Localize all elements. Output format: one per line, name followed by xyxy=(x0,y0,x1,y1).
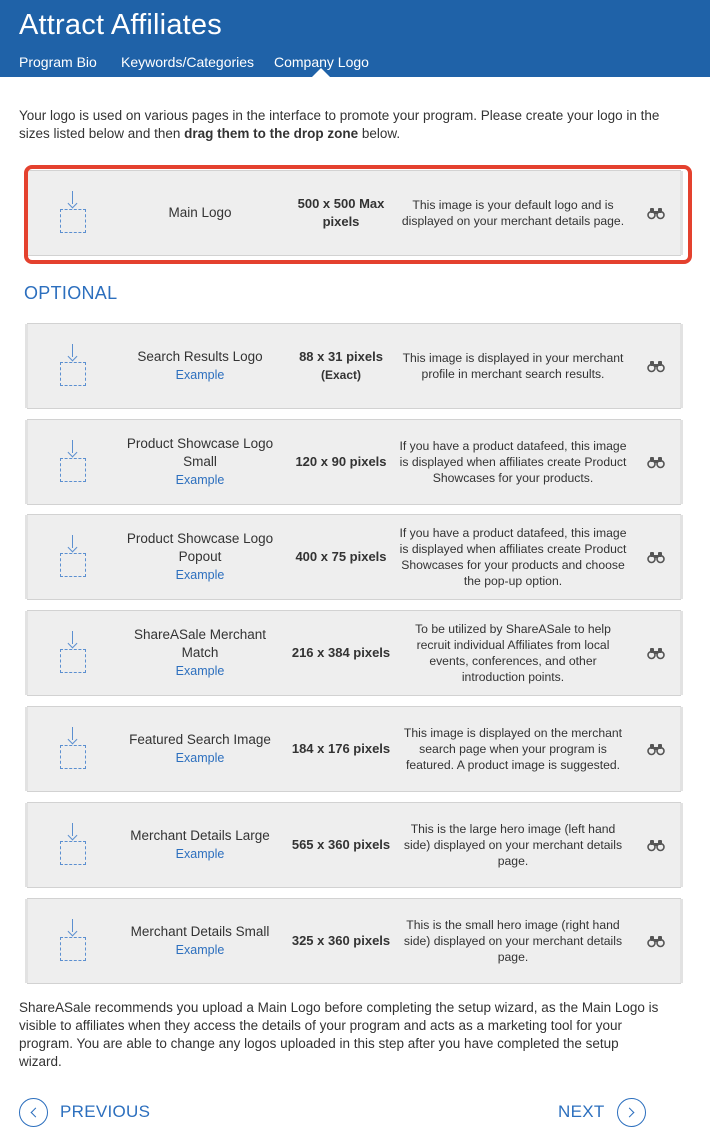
logo-size: 500 x 500 Max pixels xyxy=(297,196,385,229)
logo-name xyxy=(117,731,283,767)
drop-zone-icon[interactable] xyxy=(60,533,86,581)
logo-card-featured-search xyxy=(27,706,681,792)
logo-name-text: Merchant Details Large xyxy=(130,828,270,843)
logo-card-merchant-match xyxy=(27,610,681,696)
example-link[interactable]: Example xyxy=(175,847,225,861)
logo-name xyxy=(117,348,283,384)
drop-zone-icon[interactable] xyxy=(60,438,86,486)
optional-heading: OPTIONAL xyxy=(24,283,118,303)
logo-description: This image is displayed on the merchant search page when your program is featured. A product image is suggested. xyxy=(403,726,623,772)
logo-name xyxy=(117,530,283,584)
tab-keywords-categories[interactable]: Keywords/Categories xyxy=(121,54,255,70)
logo-description: To be utilized by ShareASale to help recruit individual Affiliates from local events, conferences, and other introduction points. xyxy=(415,622,611,684)
example-link[interactable]: Example xyxy=(175,368,225,382)
logo-description: If you have a product datafeed, this image is displayed when affiliates create Product Showcases for your products and choose the pop-up option. xyxy=(399,526,627,588)
example-link[interactable]: Example xyxy=(175,943,225,957)
intro-text xyxy=(19,107,679,143)
active-tab-indicator xyxy=(311,68,331,78)
wizard-tabs xyxy=(0,54,710,77)
logo-size: 216 x 384 pixels xyxy=(291,645,391,660)
binoculars-icon[interactable] xyxy=(647,934,665,948)
page-header xyxy=(0,0,710,77)
logo-card-showcase-small xyxy=(27,419,681,505)
example-link[interactable]: Example xyxy=(175,568,225,582)
tab-company-logo[interactable]: Company Logo xyxy=(274,54,369,70)
drop-zone-icon[interactable] xyxy=(60,725,86,773)
main-logo-highlight xyxy=(24,165,692,264)
logo-name-text: ShareASale Merchant Match xyxy=(133,627,267,660)
logo-size: 565 x 360 pixels xyxy=(291,837,391,852)
drop-zone-icon[interactable] xyxy=(60,342,86,390)
logo-card-search-results xyxy=(27,323,681,409)
drop-zone-icon[interactable] xyxy=(60,629,86,677)
binoculars-icon[interactable] xyxy=(647,455,665,469)
logo-size: 325 x 360 pixels xyxy=(291,933,391,948)
logo-name xyxy=(117,827,283,863)
drop-zone-icon[interactable] xyxy=(60,917,86,965)
logo-description: This is the small hero image (right hand side) displayed on your merchant details page. xyxy=(403,918,623,964)
logo-description: This is the large hero image (left hand side) displayed on your merchant details page. xyxy=(403,822,623,868)
binoculars-icon[interactable] xyxy=(647,646,665,660)
binoculars-icon[interactable] xyxy=(647,359,665,373)
logo-name xyxy=(117,923,283,959)
logo-size-note: (Exact) xyxy=(320,368,361,382)
next-label: NEXT xyxy=(558,1102,605,1121)
logo-name-text: Merchant Details Small xyxy=(130,924,270,939)
previous-label: PREVIOUS xyxy=(60,1102,151,1121)
logo-card-showcase-popout xyxy=(27,514,681,600)
logo-name xyxy=(117,435,283,489)
drop-zone-icon[interactable] xyxy=(60,821,86,869)
page-title: Attract Affiliates xyxy=(19,9,222,41)
example-link[interactable]: Example xyxy=(175,473,225,487)
logo-description: If you have a product datafeed, this image is displayed when affiliates create Product Showcases for your products. xyxy=(399,439,627,485)
next-button[interactable] xyxy=(558,1096,646,1128)
intro-text-bold: drag them to the drop zone xyxy=(184,126,359,141)
example-link[interactable]: Example xyxy=(175,664,225,678)
binoculars-icon[interactable] xyxy=(647,550,665,564)
logo-name-text: Product Showcase Logo Small xyxy=(126,436,274,469)
logo-size xyxy=(289,348,393,384)
logo-card-details-small xyxy=(27,898,681,984)
example-link[interactable]: Example xyxy=(175,751,225,765)
logo-name-text: Featured Search Image xyxy=(129,732,271,747)
logo-name xyxy=(117,626,283,680)
intro-text-start: Your logo is used on various pages in the interface to promote your program. Please create your logo in the sizes listed below and then xyxy=(19,108,660,141)
logo-card-details-large xyxy=(27,802,681,888)
logo-description: This image is displayed in your merchant profile in merchant search results. xyxy=(402,351,624,381)
logo-description: This image is your default logo and is displayed on your merchant details page. xyxy=(401,198,625,228)
logo-name: Main Logo xyxy=(168,205,232,220)
binoculars-icon[interactable] xyxy=(647,838,665,852)
logo-name-text: Product Showcase Logo Popout xyxy=(126,531,274,564)
chevron-right-icon xyxy=(617,1098,646,1127)
logo-size-text: 88 x 31 pixels xyxy=(299,349,383,364)
footer-text: ShareASale recommends you upload a Main Logo before completing the setup wizard, as the Main Logo is visible to affiliates when they access the details of your program and acts as a marketing tool for your program. You are able to change any logos uploaded in this step after you have completed the setup wizard. xyxy=(19,1000,659,1069)
binoculars-icon[interactable] xyxy=(647,742,665,756)
logo-name-text: Search Results Logo xyxy=(137,349,263,364)
logo-size: 184 x 176 pixels xyxy=(291,741,391,756)
logo-size: 120 x 90 pixels xyxy=(295,454,387,469)
intro-text-end: below. xyxy=(358,126,401,141)
logo-size: 400 x 75 pixels xyxy=(295,549,387,564)
previous-button[interactable] xyxy=(19,1096,150,1128)
tab-program-bio[interactable]: Program Bio xyxy=(19,54,97,70)
chevron-left-icon xyxy=(19,1098,48,1127)
